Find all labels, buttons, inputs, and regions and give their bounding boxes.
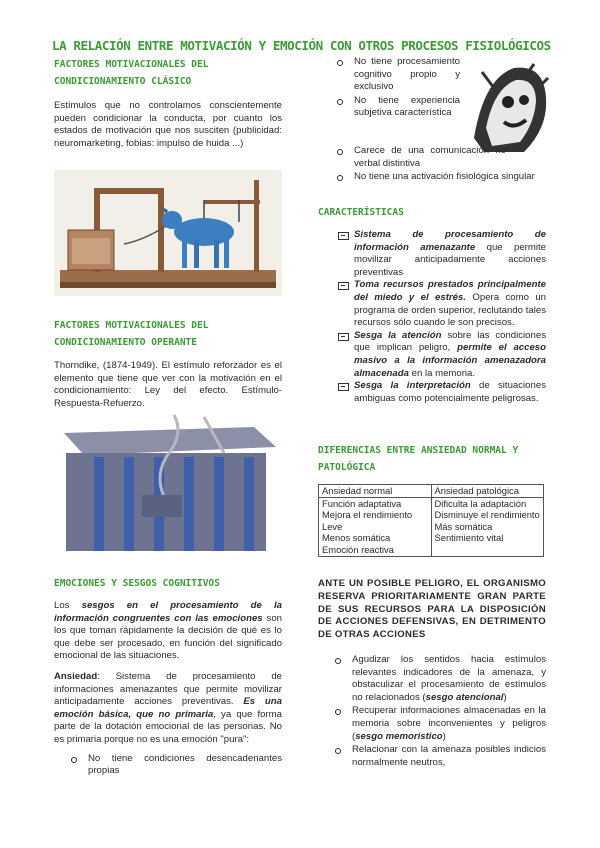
- list-item: [336, 229, 546, 279]
- table-header-row: [319, 485, 544, 498]
- cell-line: Disminuye el rendimiento: [434, 509, 540, 521]
- list-item: Relacionar con la amenaza posibles indicios normalmente neutros,: [332, 744, 546, 769]
- emphasis: Sesga la atención: [354, 329, 442, 341]
- list-item: No tiene condiciones desencadenantes propias: [68, 753, 282, 778]
- table-cell: [431, 497, 544, 556]
- section-condicionamiento-operante: [54, 317, 282, 410]
- text: Los: [54, 600, 82, 611]
- list-item: [332, 654, 546, 704]
- text: Recuperar informaciones almacenadas en la memoria sobre inconvenientes y peligros (: [352, 705, 546, 742]
- emphasis: permite el acceso masivo a la información amenazadora almacenada: [354, 342, 546, 379]
- emphasis: Toma recursos prestados principalmente del miedo y el estrés.: [354, 279, 546, 303]
- text: en la memoria.: [408, 367, 476, 379]
- heading-diferencias-line1: DIFERENCIAS ENTRE ANSIEDAD NORMAL Y: [318, 445, 519, 456]
- list-item: [336, 380, 546, 405]
- emphasis: sesgos en el procesamiento de la información congruentes con las emociones: [54, 600, 282, 624]
- cell-line: Sentimiento vital: [434, 532, 504, 544]
- table-header: Ansiedad normal: [319, 485, 432, 498]
- heading-operante-line1: FACTORES MOTIVACIONALES DEL: [54, 320, 209, 331]
- section-emociones-sesgos: [54, 575, 282, 779]
- paragraph-ansiedad: [54, 671, 282, 747]
- text: ): [503, 691, 507, 703]
- list-item: No tiene experiencia subjetiva característica: [334, 95, 460, 120]
- table-ansiedad: [318, 484, 544, 557]
- heading-clasico-line2: CONDICIONAMIENTO CLÁSICO: [54, 76, 192, 87]
- section-caracteristicas: [318, 204, 546, 405]
- list-peligro: [318, 654, 546, 769]
- text: : Sistema de procesamiento de informaciones amenazantes que permite movilizar anticipadamente acciones preventivas.: [54, 670, 282, 708]
- section-peligro: [318, 578, 546, 770]
- list-item: [332, 705, 546, 743]
- heading-clasico-line1: [54, 56, 282, 73]
- list-item: [336, 330, 546, 380]
- list-item: No tiene una activación fisiológica singular: [334, 171, 546, 184]
- paragraph-operante: Thorndike, (1874-1949). El estímulo reforzador es el elemento que tiene que ver con la motivación en el condicionamiento: Ley del efecto. Estímulo-Respuesta-Refuerzo.: [54, 360, 282, 409]
- list-item: No tiene procesamiento cognitivo propio y exclusivo: [334, 56, 460, 94]
- text: Agudizar los sentidos hacia estímulos relevantes indicadores de la amenaza, y obstaculizar el procesamiento de estímulos no relacionados (: [352, 653, 546, 703]
- text: que permite movilizar anticipadamente acciones preventivas: [354, 241, 546, 278]
- table-cell: [319, 497, 432, 556]
- cell-line: Más somática: [434, 520, 493, 532]
- term-ansiedad: Ansiedad: [54, 670, 98, 682]
- page-title: LA RELACIÓN ENTRE MOTIVACIÓN Y EMOCIÓN CON OTROS PROCESOS FISIOLÓGICOS: [52, 38, 551, 53]
- pavlov-dog-illustration: [54, 170, 282, 296]
- list-caracteristicas: [318, 229, 546, 405]
- section-condicionamiento-clasico: [54, 56, 282, 150]
- text: de situaciones ambiguas como potencialmente peligrosas.: [354, 380, 546, 404]
- table-row: [319, 497, 544, 556]
- text: sobre las condiciones que implican peligro,: [354, 329, 546, 354]
- anxious-figure-illustration: [464, 58, 550, 154]
- heading-operante-line2: CONDICIONAMIENTO OPERANTE: [54, 337, 197, 348]
- emphasis: Es una emoción básica, que no primaria: [54, 696, 282, 720]
- thorndike-puzzle-box-illustration: [54, 413, 282, 553]
- heading-text: FACTORES MOTIVACIONALES DEL: [54, 59, 209, 70]
- list-ansiedad-no-primaria-bottom: [334, 145, 546, 185]
- emphasis: Sistema de procesamiento de información amenazante: [354, 229, 546, 253]
- text: ): [442, 730, 446, 742]
- heading-diferencias-line2: PATOLÓGICA: [318, 462, 376, 473]
- list-no-primaria: [54, 753, 282, 778]
- cell-line: Emoción reactiva: [322, 543, 394, 555]
- text: , ya que forma parte de la dotación emocional de las personas. No es primaria porque no es una emoción "pura":: [54, 708, 282, 745]
- table-header: Ansiedad patológica: [431, 485, 544, 498]
- text: Opera como un programa de orden superior, reclutando tales recursos sólo cuando le son precisos.: [354, 291, 546, 329]
- cell-line: Menos somática: [322, 532, 391, 544]
- emphasis: sesgo memorístico: [355, 730, 443, 742]
- emphasis: Sesga la interpretación: [354, 380, 471, 392]
- paragraph-peligro: ANTE UN POSIBLE PELIGRO, EL ORGANISMO RESERVA PRIORITARIAMENTE GRAN PARTE DE SUS RECURSOS PARA LA DISPOSICIÓN DE ACCIONES DEFENSIVAS, EN DETRIMENTO DE OTRAS ACCIONES: [318, 578, 546, 641]
- paragraph-clasico: Estímulos que no controlamos conscientemente pueden condicionar la conducta, por cuanto los estados de motivación que nos susciten (publicidad: neuromarketing, fobias: impulso de huida ...): [54, 100, 282, 149]
- cell-line: Mejora el rendimiento: [322, 509, 413, 521]
- cell-line: Leve: [322, 520, 343, 532]
- heading-sesgos: EMOCIONES Y SESGOS COGNITIVOS: [54, 578, 220, 589]
- heading-caracteristicas: CARACTERÍSTICAS: [318, 207, 404, 218]
- cell-line: Dificulta la adaptación: [434, 497, 527, 509]
- list-ansiedad-no-primaria-top: [334, 56, 460, 121]
- section-diferencias: [318, 442, 546, 557]
- list-item: [336, 279, 546, 329]
- list-item: Carece de una comunicación no verbal distintiva: [334, 145, 546, 170]
- text: son los que toman rápidamente la decisión de qué es lo que debe ser procesado, en función del significado emocional de las situaciones.: [54, 612, 282, 662]
- paragraph-sesgos: [54, 600, 282, 663]
- cell-line: Función adaptativa: [322, 497, 402, 509]
- emphasis: sesgo atencional: [425, 691, 504, 703]
